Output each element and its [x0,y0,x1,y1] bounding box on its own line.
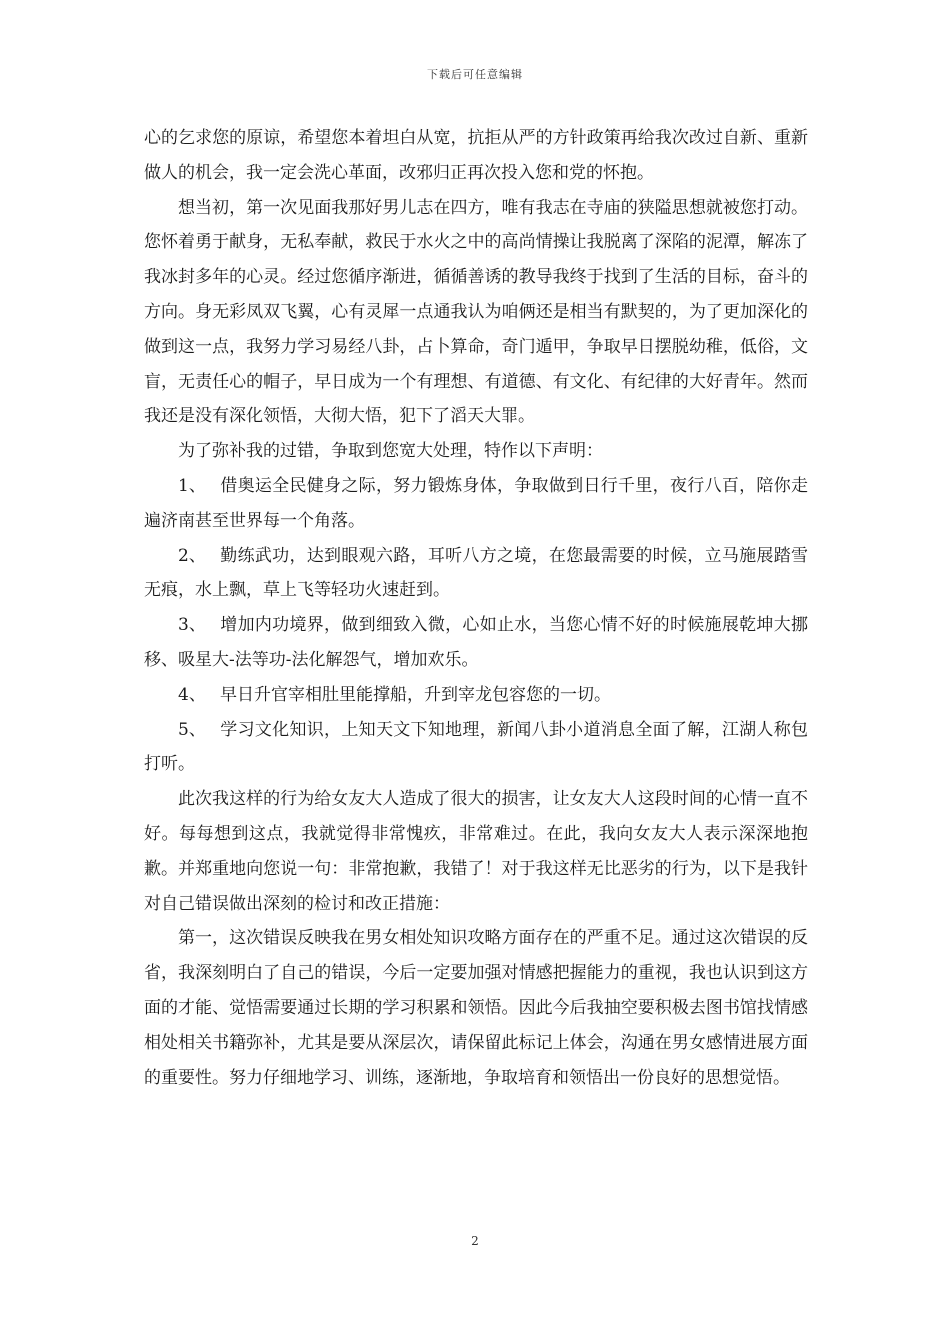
list-item-number: 1、 [178,475,206,496]
list-item [144,608,808,678]
paragraph-first-correction: 第一，这次错误反映我在男女相处知识攻略方面存在的严重不足。通过这次错误的反省，我深刻明白了自己的错误，今后一定要加强对情感把握能力的重视，我也认识到这方面的才能、觉悟需要通过长期的学习积累和领悟。因此今后我抽空要积极去图书馆找情感相处相关书籍弥补，尤其是要从深层次，请保留此标记上体会，沟通在男女感情进展方面的重要性。努力仔细地学习、训练，逐渐地，争取培育和领悟出一份良好的思想觉悟。 [144,928,808,1088]
paragraph-first-meeting: 想当初，第一次见面我那好男儿志在四方，唯有我志在寺庙的狭隘思想就被您打动。您怀着勇于献身，无私奉献，救民于水火之中的高尚情操让我脱离了深陷的泥潭，解冻了我冰封多年的心灵。经过您循序渐进，循循善诱的教导我终于找到了生活的目标，奋斗的方向。身无彩凤双飞翼，心有灵犀一点通我认为咱俩还是相当有默契的，为了更加深化的做到这一点，我努力学习易经八卦，占卜算命，奇门遁甲，争取早日摆脱幼稚，低俗，文盲，无责任心的帽子，早日成为一个有理想、有道德、有文化、有纪律的大好青年。然而我还是没有深化领悟，大彻大悟，犯下了滔天大罪。 [144,197,808,427]
list-item-text: 增加内功境界，做到细致入微，心如止水，当您心情不好的时候施展乾坤大挪移、吸星大-法等功-法化解怨气，增加欢乐。 [144,615,808,670]
list-item-text: 勤练武功，达到眼观六路，耳听八方之境，在您最需要的时候，立马施展踏雪无痕，水上飘，草上飞等轻功火速赶到。 [144,545,808,601]
list-item-text: 学习文化知识，上知天文下知地理，新闻八卦小道消息全面了解，江湖人称包打听。 [144,719,808,775]
list-item-number: 3、 [178,615,206,636]
page-header: 下载后可任意编辑 [427,68,523,81]
list-item [144,713,808,783]
document-body [144,121,808,1095]
page-number: 2 [471,1234,479,1248]
list-item-number: 4、 [178,684,206,705]
list-item-number: 5、 [178,719,206,740]
paragraph-continuation: 心的乞求您的原谅，希望您本着坦白从宽，抗拒从严的方针政策再给我次改过自新、重新做人的机会，我一定会洗心革面，改邪归正再次投入您和党的怀抱。 [144,128,808,183]
paragraph-declaration-intro: 为了弥补我的过错，争取到您宽大处理，特作以下声明： [178,441,603,462]
list-item-number: 2、 [178,545,206,566]
list-item-text: 借奥运全民健身之际，努力锻炼身体，争取做到日行千里，夜行八百，陪你走遍济南甚至世界每一个角落。 [144,475,808,531]
list-item [144,469,808,539]
list-item [144,678,808,713]
list-item [144,539,808,609]
list-item-text: 早日升官宰相肚里能撑船，升到宰龙包容您的一切。 [220,684,611,705]
paragraph-apology: 此次我这样的行为给女友大人造成了很大的损害，让女友大人这段时间的心情一直不好。每每想到这点，我就觉得非常愧疚，非常难过。在此，我向女友大人表示深深地抱歉。并郑重地向您说一句：非常抱歉，我错了！对于我这样无比恶劣的行为，以下是我针对自己错误做出深刻的检讨和改正措施： [144,789,808,914]
